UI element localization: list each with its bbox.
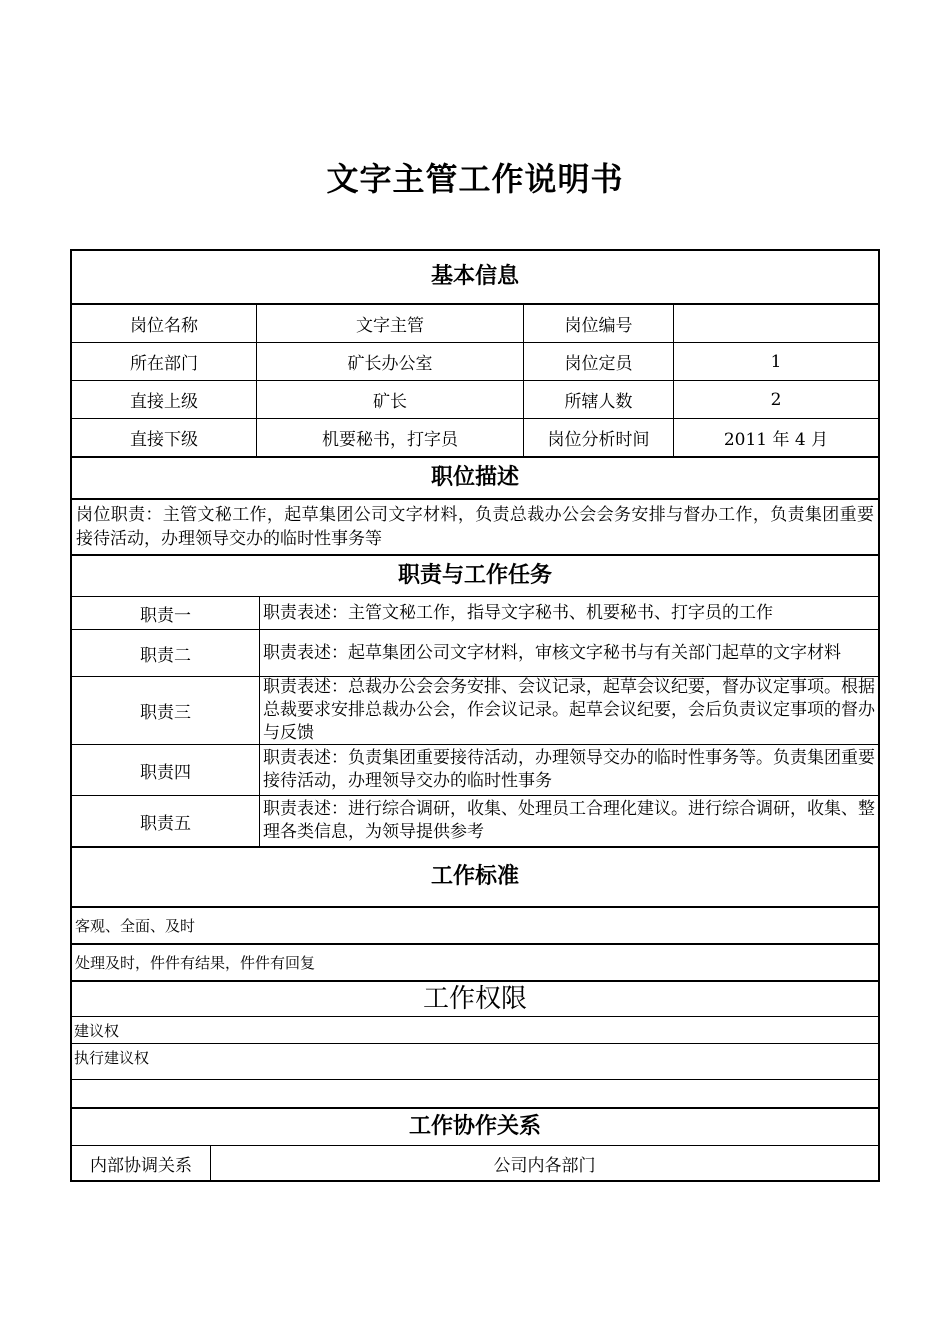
relation-value: 公司内各部门 — [493, 1155, 596, 1176]
section-standards-heading: 工作标准 — [72, 848, 878, 908]
info-label: 岗位定员 — [524, 343, 674, 380]
standard-item: 处理及时，件件有结果，件件有回复 — [72, 945, 878, 982]
info-row — [72, 381, 878, 419]
authority-item: 建议权 — [72, 1017, 878, 1044]
section-basic-info-heading: 基本信息 — [72, 251, 878, 305]
info-label: 所辖人数 — [524, 381, 674, 418]
job-description-table — [70, 249, 880, 1182]
info-value: 机要秘书，打字员 — [257, 419, 524, 456]
info-label: 直接上级 — [72, 381, 257, 418]
duty-text: 职责表述：总裁办公会会务安排、会议记录，起草会议纪要，督办议定事项。根据总裁要求安排总裁办公会，作会议记录。起草会议纪要，会后负责议定事项的督办与反馈 — [263, 677, 875, 743]
duty-text: 职责表述：负责集团重要接待活动，办理领导交办的临时性事务等。负责集团重要接待活动，办理领导交办的临时性事务 — [263, 748, 875, 791]
info-label: 所在部门 — [72, 343, 257, 380]
info-row — [72, 419, 878, 458]
duty-label: 职责三 — [72, 677, 260, 744]
info-value: 矿长 — [257, 381, 524, 418]
duty-text: 职责表述：起草集团公司文字材料，审核文字秘书与有关部门起草的文字材料 — [263, 642, 841, 663]
info-label: 直接下级 — [72, 419, 257, 456]
duty-label: 职责五 — [72, 796, 260, 846]
section-authority-heading: 工作权限 — [72, 982, 878, 1017]
info-value: 文字主管 — [257, 305, 524, 342]
position-desc-text: 岗位职责：主管文秘工作，起草集团公司文字材料，负责总裁办公会会务安排与督办工作，负责集团重要接待活动，办理领导交办的临时性事务等 — [72, 500, 878, 556]
info-label: 岗位名称 — [72, 305, 257, 342]
duty-label: 职责四 — [72, 745, 260, 795]
duty-row — [72, 630, 878, 677]
blank-row — [72, 1080, 878, 1109]
info-value: 2 — [770, 389, 782, 410]
info-label: 岗位编号 — [524, 305, 674, 342]
info-label: 岗位分析时间 — [524, 419, 674, 456]
section-duties-heading: 职责与工作任务 — [72, 556, 878, 597]
info-row — [72, 305, 878, 343]
duty-text: 职责表述：进行综合调研，收集、处理员工合理化建议。进行综合调研，收集、整理各类信息，为领导提供参考 — [263, 799, 875, 842]
standard-item: 客观、全面、及时 — [72, 908, 878, 945]
duty-row — [72, 597, 878, 630]
info-value: 矿长办公室 — [257, 343, 524, 380]
duty-label: 职责一 — [72, 597, 260, 629]
duty-row — [72, 796, 878, 848]
duty-row — [72, 677, 878, 745]
info-value: 2011 年 4 月 — [723, 430, 829, 450]
document-title: 文字主管工作说明书 — [326, 160, 624, 198]
duty-text: 职责表述：主管文秘工作，指导文字秘书、机要秘书、打字员的工作 — [263, 602, 773, 623]
section-relations-heading: 工作协作关系 — [72, 1109, 878, 1146]
info-value — [674, 305, 878, 342]
duty-row — [72, 745, 878, 796]
info-value: 1 — [770, 351, 782, 372]
authority-item: 执行建议权 — [72, 1044, 878, 1080]
relation-label: 内部协调关系 — [72, 1146, 211, 1180]
duty-label: 职责二 — [72, 630, 260, 676]
section-position-desc-heading: 职位描述 — [72, 458, 878, 500]
info-row — [72, 343, 878, 381]
relation-row — [72, 1146, 878, 1180]
